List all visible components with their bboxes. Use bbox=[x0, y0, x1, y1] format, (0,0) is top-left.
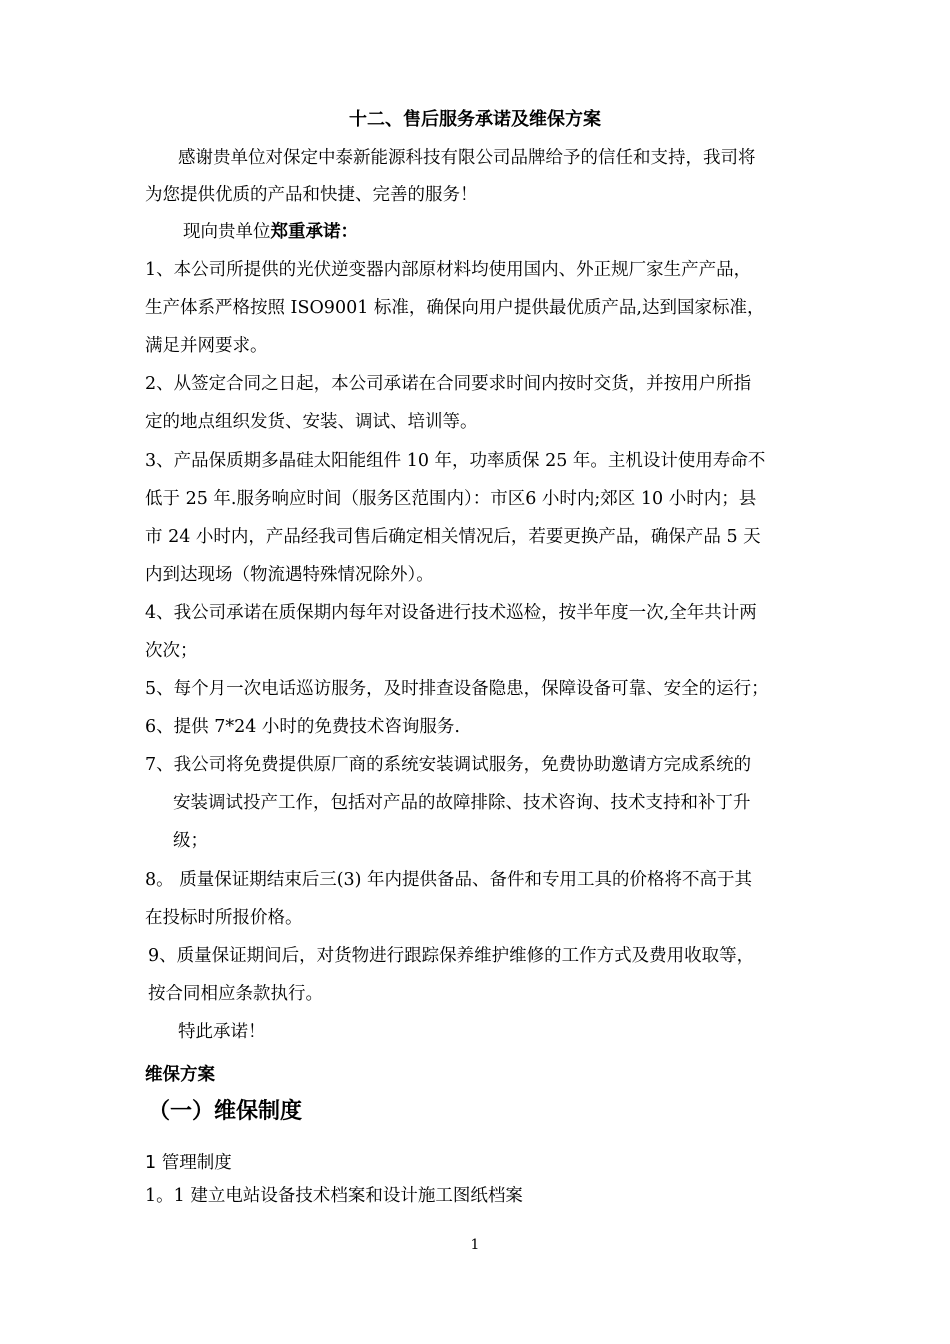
item-1-line-1: 1、本公司所提供的光伏逆变器内部原材料均使用国内、外正规厂家生产产品， bbox=[145, 260, 752, 280]
item-8-line-1: 8。 质量保证期结束后三(3) 年内提供备品、备件和专用工具的价格将不高于其 bbox=[145, 870, 753, 890]
item-4-line-2: 次次； bbox=[145, 641, 198, 661]
item-6-line-1: 6、提供 7*24 小时的免费技术咨询服务. bbox=[145, 717, 460, 737]
item-1-line-3: 满足并网要求。 bbox=[145, 336, 268, 356]
item-8-line-2: 在投标时所报价格。 bbox=[145, 908, 303, 928]
commitment-emphasis: 郑重承诺： bbox=[270, 222, 358, 242]
commitment-line bbox=[183, 220, 358, 244]
closing-statement: 特此承诺！ bbox=[178, 1022, 266, 1042]
item-4-line-1: 4、我公司承诺在质保期内每年对设备进行技术巡检，按半年度一次,全年共计两 bbox=[145, 603, 757, 623]
item-9-line-2: 按合同相应条款执行。 bbox=[148, 984, 323, 1004]
intro-line-2: 为您提供优质的产品和快捷、完善的服务！ bbox=[145, 185, 478, 205]
item-1-line-2: 生产体系严格按照 ISO9001 标准，确保向用户提供最优质产品,达到国家标准， bbox=[145, 298, 765, 318]
item-7-line-3: 级； bbox=[173, 831, 208, 851]
item-3-line-2: 低于 25 年.服务响应时间（服务区范围内）：市区6 小时内;郊区 10 小时内；县 bbox=[145, 489, 757, 509]
item-2-line-2: 定的地点组织发货、安装、调试、培训等。 bbox=[145, 412, 478, 432]
item-7-line-1: 7、我公司将免费提供原厂商的系统安装调试服务，免费协助邀请方完成系统的 bbox=[145, 755, 752, 775]
document-title: 十二、售后服务承诺及维保方案 bbox=[349, 109, 601, 130]
commitment-prefix: 现向贵单位 bbox=[183, 222, 271, 242]
item-3-line-3: 市 24 小时内，产品经我司售后确定相关情况后，若要更换产品，确保产品 5 天 bbox=[145, 527, 761, 547]
subsection-heading: （一）维保制度 bbox=[148, 1099, 303, 1124]
subsub-item: 1。1 建立电站设备技术档案和设计施工图纸档案 bbox=[145, 1186, 523, 1206]
item-3-line-4: 内到达现场（物流遇特殊情况除外）。 bbox=[145, 565, 434, 585]
item-7-line-2: 安装调试投产工作，包括对产品的故障排除、技术咨询、技术支持和补丁升 bbox=[173, 793, 751, 813]
item-9-line-1: 9、质量保证期间后，对货物进行跟踪保养维护维修的工作方式及费用收取等， bbox=[148, 946, 755, 966]
intro-line-1: 感谢贵单位对保定中泰新能源科技有限公司品牌给予的信任和支持，我司将 bbox=[178, 148, 756, 168]
page-number: 1 bbox=[470, 1237, 480, 1253]
item-3-line-1: 3、产品保质期多晶硅太阳能组件 10 年，功率质保 25 年。主机设计使用寿命不 bbox=[145, 451, 766, 471]
item-5-line-1: 5、每个月一次电话巡访服务，及时排查设备隐患，保障设备可靠、安全的运行； bbox=[145, 679, 769, 699]
item-2-line-1: 2、从签定合同之日起，本公司承诺在合同要求时间内按时交货，并按用户所指 bbox=[145, 374, 752, 394]
section-heading: 维保方案 bbox=[145, 1065, 215, 1085]
subsub-heading: 1 管理制度 bbox=[145, 1153, 232, 1173]
